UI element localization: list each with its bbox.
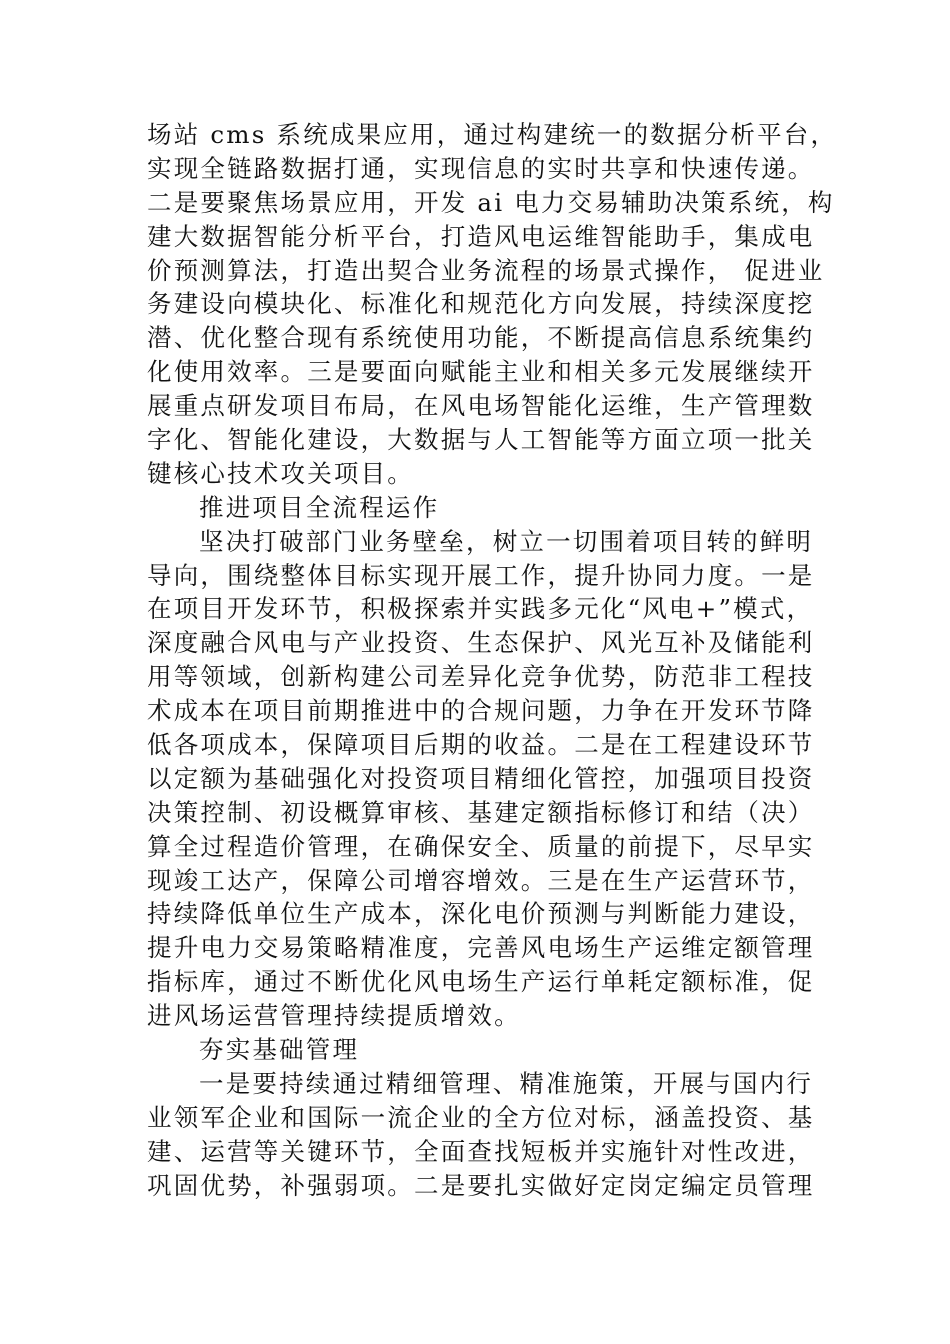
text-line: 持续降低单位生产成本，深化电价预测与判断能力建设， <box>147 899 815 929</box>
text-line: 业领军企业和国际一流企业的全方位对标，涵盖投资、基 <box>147 1102 815 1132</box>
text-line: 展重点研发项目布局，在风电场智能化运维，生产管理数 <box>147 391 815 421</box>
text-line: 低各项成本，保障项目后期的收益。二是在工程建设环节 <box>147 730 815 760</box>
text-line: 价预测算法，打造出契合业务流程的场景式操作， 促进业 <box>147 255 825 285</box>
text-line: 巩固优势，补强弱项。二是要扎实做好定岗定编定员管理 <box>147 1170 815 1200</box>
text-line: 化使用效率。三是要面向赋能主业和相关多元发展继续开 <box>147 357 815 387</box>
text-line: 提升电力交易策略精准度，完善风电场生产运维定额管理 <box>147 933 815 963</box>
text-line: 在项目开发环节，积极探索并实践多元化“风电+”模式， <box>147 594 814 624</box>
text-line: 坚决打破部门业务壁垒，树立一切围着项目转的鲜明 <box>199 526 814 556</box>
text-line: 务建设向模块化、标准化和规范化方向发展，持续深度挖 <box>147 289 815 319</box>
text-line: 进风场运营管理持续提质增效。 <box>147 1001 521 1031</box>
text-line: 一是要持续通过精细管理、精准施策，开展与国内行 <box>199 1068 814 1098</box>
text-line: 术成本在项目前期推进中的合规问题，力争在开发环节降 <box>147 696 815 726</box>
text-line: 指标库，通过不断优化风电场生产运行单耗定额标准，促 <box>147 967 815 997</box>
text-line: 潜、优化整合现有系统使用功能，不断提高信息系统集约 <box>147 323 815 353</box>
text-line: 键核心技术攻关项目。 <box>147 458 414 488</box>
text-line: 建、运营等关键环节，全面查找短板并实施针对性改进， <box>147 1136 815 1166</box>
text-line: 字化、智能化建设，大数据与人工智能等方面立项一批关 <box>147 425 815 455</box>
text-line: 用等领域，创新构建公司差异化竞争优势，防范非工程技 <box>147 662 815 692</box>
text-line: 深度融合风电与产业投资、生态保护、风光互补及储能利 <box>147 628 815 658</box>
text-line: 场站 cms 系统成果应用，通过构建统一的数据分析平台， <box>147 120 838 149</box>
text-line: 实现全链路数据打通，实现信息的实时共享和快速传递。 <box>147 153 815 183</box>
text-line: 导向，围绕整体目标实现开展工作，提升协同力度。一是 <box>147 560 815 590</box>
text-line: 二是要聚焦场景应用，开发 ai 电力交易辅助决策系统，构 <box>147 187 835 217</box>
text-line: 算全过程造价管理，在确保安全、质量的前提下，尽早实 <box>147 831 815 861</box>
text-line: 建大数据智能分析平台，打造风电运维智能助手，集成电 <box>147 221 815 251</box>
text-line: 以定额为基础强化对投资项目精细化管控，加强项目投资 <box>147 763 815 793</box>
text-line: 现竣工达产，保障公司增容增效。三是在生产运营环节， <box>147 865 815 895</box>
section-heading: 夯实基础管理 <box>199 1035 360 1065</box>
document-body <box>147 118 838 1203</box>
text-line: 决策控制、初设概算审核、基建定额指标修订和结（决） <box>147 797 815 827</box>
section-heading: 推进项目全流程运作 <box>199 492 440 522</box>
